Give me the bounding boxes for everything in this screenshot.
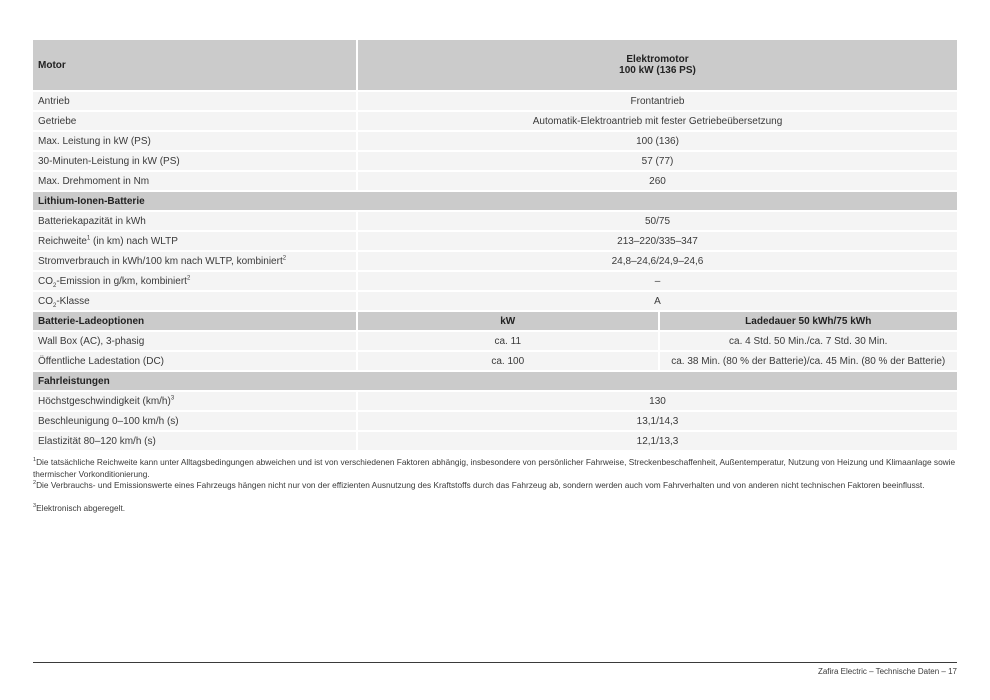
charging-section-header (33, 312, 957, 332)
table-row (33, 92, 957, 112)
row-label: 30-Minuten-Leistung in kW (PS) (33, 152, 358, 172)
row-label: Max. Leistung in kW (PS) (33, 132, 358, 152)
column-header-duration: Ladedauer 50 kWh/75 kWh (658, 312, 958, 332)
footnote-2: $^2$Die Verbrauchs- und Emissionswerte eines Fahrzeugs hängen nicht nur von der effizienten Ausnutzung des Kraftstoffs durch das Fahrzeug ab, sondern werden auch vom Fahrverhalten und von anderen nicht technischen Faktoren beeinflusst. (33, 480, 925, 490)
row-value: 130 (358, 392, 957, 412)
row-value: 50/75 (358, 212, 957, 232)
motor-header-label: Motor (33, 40, 358, 92)
row-value: 100 (136) (358, 132, 957, 152)
row-value: 12,1/13,3 (358, 432, 957, 452)
row-label: Max. Drehmoment in Nm (33, 172, 358, 192)
row-label: Wall Box (AC), 3-phasig (33, 332, 358, 352)
table-row (33, 212, 957, 232)
page-footer: Zafira Electric – Technische Daten – 17 (817, 667, 957, 676)
row-value: Automatik-Elektroantrieb mit fester Getriebeübersetzung (358, 112, 957, 132)
row-value: 213–220/335–347 (358, 232, 957, 252)
row-label: Antrieb (33, 92, 358, 112)
row-label: Beschleunigung 0–100 km/h (s) (33, 412, 358, 432)
row-label: Stromverbrauch in kWh/100 km nach WLTP, kombiniert$^2$ (33, 252, 358, 272)
row-value: A (358, 292, 957, 312)
row-value: 57 (77) (358, 152, 957, 172)
row-label: Elastizität 80–120 km/h (s) (33, 432, 358, 452)
table-row (33, 432, 957, 452)
row-value-kw: ca. 100 (358, 352, 658, 372)
row-value-duration: ca. 4 Std. 50 Min./ca. 7 Std. 30 Min. (658, 332, 958, 352)
motor-power: 100 kW (136 PS) (619, 65, 696, 76)
table-row (33, 132, 957, 152)
row-value-kw: ca. 11 (358, 332, 658, 352)
row-value: – (358, 272, 957, 292)
footnote-3: $^3$Elektronisch abgeregelt. (33, 503, 126, 513)
performance-section-header (33, 372, 957, 392)
row-label: Getriebe (33, 112, 358, 132)
row-value: 13,1/14,3 (358, 412, 957, 432)
row-label: Öffentliche Ladestation (DC) (33, 352, 358, 372)
row-label: $CO_2$-Emission in g/km, kombiniert$^2$ (33, 272, 358, 292)
section-title: Fahrleistungen (33, 372, 957, 392)
row-label: $CO_2$-Klasse (33, 292, 358, 312)
footer-divider (33, 662, 957, 663)
motor-header-row (33, 40, 957, 92)
row-label: Batteriekapazität in kWh (33, 212, 358, 232)
section-title: Lithium-Ionen-Batterie (33, 192, 957, 212)
column-header-kw: kW (358, 312, 658, 332)
table-row (33, 272, 957, 292)
spec-table (33, 40, 957, 452)
table-row (33, 292, 957, 312)
table-row (33, 412, 957, 432)
table-row (33, 332, 957, 352)
row-value: 260 (358, 172, 957, 192)
table-row (33, 352, 957, 372)
battery-section-header (33, 192, 957, 212)
footnote-1: $^1$Die tatsächliche Reichweite kann unter Alltagsbedingungen abweichen und ist von verschiedenen Faktoren abhängig, insbesondere von persönlicher Fahrweise, Streckenbeschaffenheit, Außentemperatur, Nutzung von Heizung und Klimaanlage sowie thermischer Vorkonditionierung. (33, 457, 956, 479)
table-row (33, 152, 957, 172)
row-value: 24,8–24,6/24,9–24,6 (358, 252, 957, 272)
section-title: Batterie-Ladeoptionen (33, 312, 358, 332)
row-value-duration: ca. 38 Min. (80 % der Batterie)/ca. 45 Min. (80 % der Batterie) (658, 352, 958, 372)
table-row (33, 112, 957, 132)
motor-type: Elektromotor (626, 54, 689, 65)
table-row (33, 172, 957, 192)
table-row (33, 392, 957, 412)
row-label: Reichweite$^1$ (in km) nach WLTP (33, 232, 358, 252)
row-label: Höchstgeschwindigkeit $(km/h)^3$ (33, 392, 358, 412)
table-row (33, 232, 957, 252)
row-value: Frontantrieb (358, 92, 957, 112)
table-row (33, 252, 957, 272)
motor-header-value (358, 40, 957, 92)
